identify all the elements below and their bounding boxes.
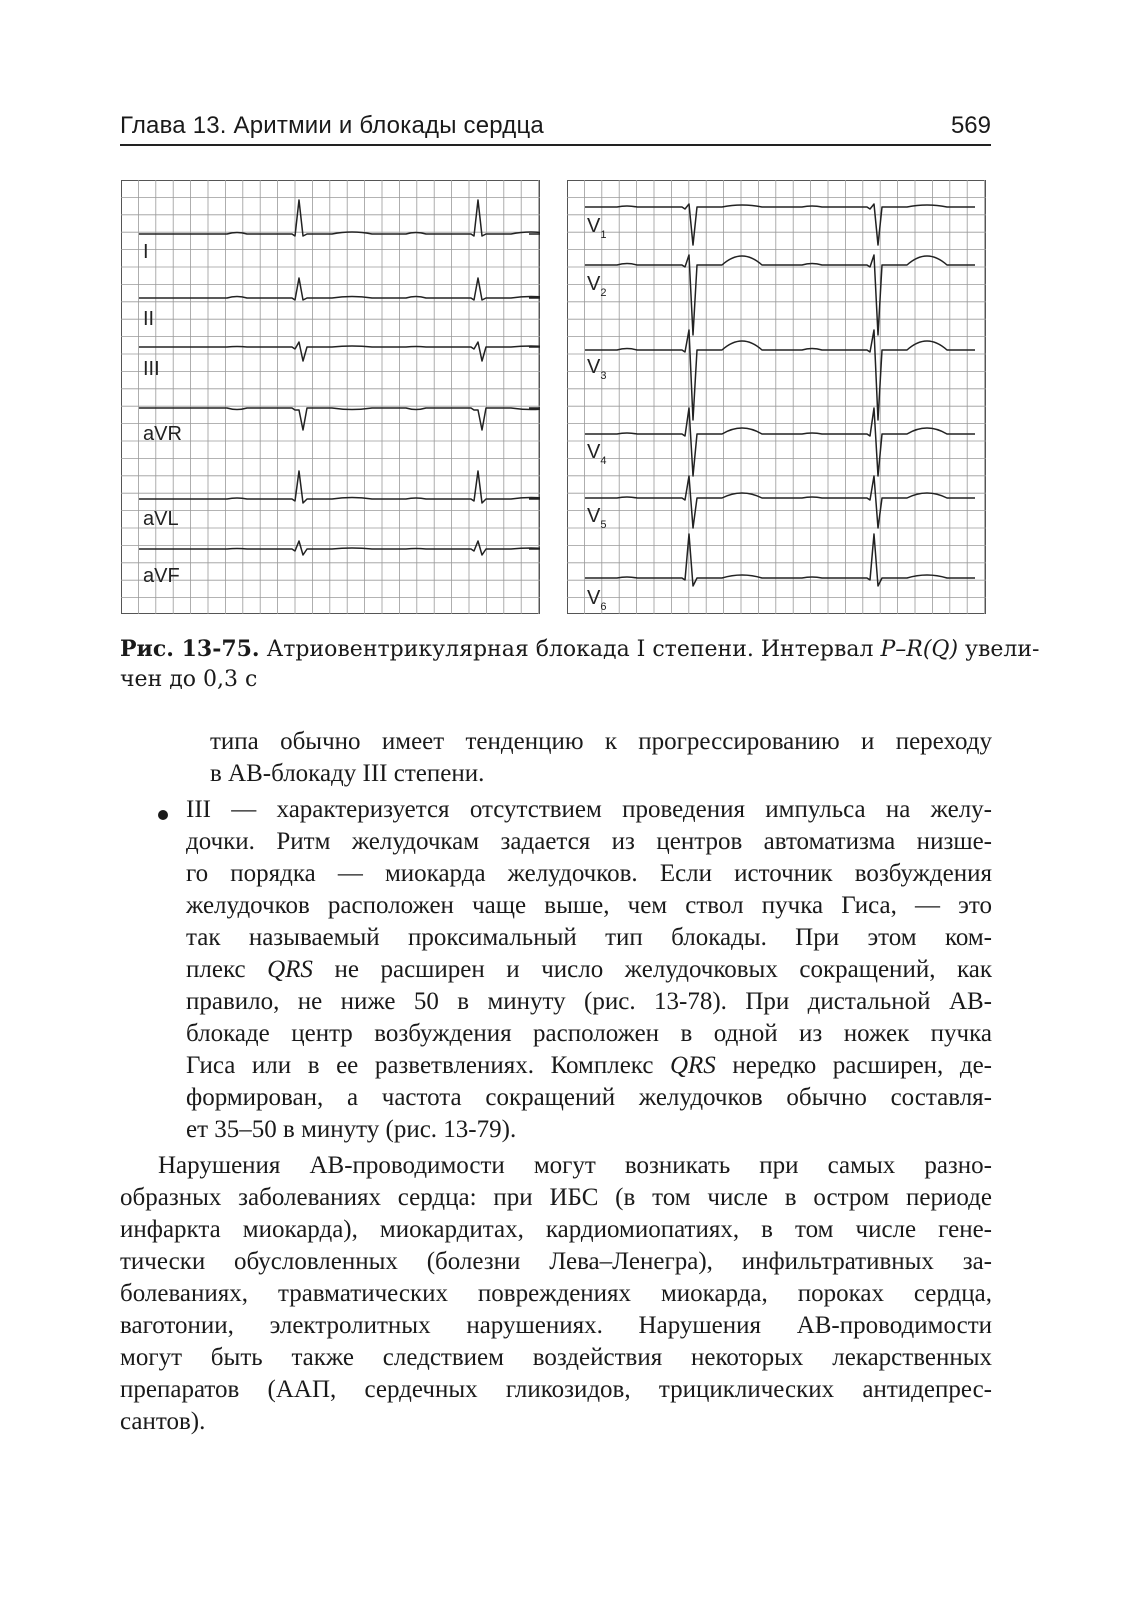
ecg-chest-leads-graph [567,180,986,614]
qrs-term: QRS [669,1052,716,1079]
limb-trace-3 [139,342,540,361]
lead-label-i: I [143,241,149,263]
text-line: го порядка — миокарда желудочков. Если источник возбуждения [186,860,992,887]
continuation-paragraph [210,726,992,790]
ecg-lead-labels [587,215,606,613]
limb-trace-2 [139,278,540,300]
lead-label-iii: III [143,358,160,380]
text-line: формирован, а частота сокращений желудочков обычно составля- [186,1084,992,1111]
ecg-limb-leads-graph [121,180,540,614]
text-line: желудочков расположен чаще выше, чем ствол пучка Гиса, — это [186,892,992,919]
text-line: III — характеризуется отсутствием проведения импульса на желу- [186,796,992,823]
text-line: правило, не ниже 50 в минуту (рис. 13-78). При дистальной АВ- [186,988,992,1015]
chest-trace-5 [585,476,975,528]
chest-trace-1 [585,204,975,245]
text-line: в АВ-блокаду III степени. [210,760,485,787]
lead-label-v3: $V_3$ [587,356,607,382]
text-line: могут быть также следствием воздействия некоторых лекарственных [120,1344,992,1371]
text-line: Нарушения АВ-проводимости могут возникать при самых разно- [158,1152,992,1179]
text-line: тически обусловленных (болезни Лева–Ленегра), инфильтративных за- [120,1248,992,1275]
caption-text-end: увели- [958,637,1040,662]
lead-label-v4: $V_4$ [587,441,607,467]
caption-text: Атриовентрикулярная блокада I степени. Интервал [259,637,881,662]
lead-label-v2: $V_2$ [587,273,607,299]
chapter-title: Глава 13. Аритмии и блокады сердца [120,112,544,139]
chest-trace-4 [585,408,975,476]
lead-label-v1: $V_1$ [587,215,607,241]
lead-label-avf: aVF [143,565,180,587]
main-paragraph [120,1150,992,1438]
text-line: дочки. Ритм желудочкам задается из центров автоматизма низше- [186,828,992,855]
limb-trace-6 [139,541,540,555]
text-line: плекс QRS не расширен и число желудочковых сокращений, как [186,956,992,983]
text-line: ваготонии, электролитных нарушениях. Нарушения АВ-проводимости [120,1312,992,1339]
page-number: 569 [950,112,991,139]
lead-label-v6: $V_6$ [587,587,607,613]
bullet-marker [158,810,168,820]
ecg-lead-labels [143,241,182,587]
figure-label: Рис. 13-75. [120,636,260,662]
ecg-traces [585,204,975,586]
chest-trace-6 [585,534,975,586]
text-line: Гиса или в ее разветвлениях. Комплекс QRS нередко расширен, де- [186,1052,992,1079]
lead-label-avr: aVR [143,423,182,445]
lead-label-v5: $V_5$ [587,505,607,531]
text-line: образных заболеваниях сердца: при ИБС (в том числе в остром периоде [120,1184,992,1211]
text-line: блокаде центр возбуждения расположен в одной из ножек пучка [186,1020,992,1047]
text-line: инфаркта миокарда), миокардитах, кардиомиопатиях, в том числе гене- [120,1216,992,1243]
text-line: сантов). [120,1408,206,1435]
ecg-chest-leads-panel [567,180,986,614]
text-line: ет 35–50 в минуту (рис. 13-79). [186,1116,517,1143]
running-header [120,108,991,146]
ecg-grid [567,180,986,614]
ecg-limb-leads-panel [121,180,540,614]
caption-interval: P–R(Q) [880,637,959,662]
caption-line-2: чен до 0,3 с [120,667,258,692]
limb-trace-4 [139,408,540,430]
limb-trace-1 [139,200,540,236]
text-line: болеваниях, травматических повреждениях миокарда, пороках сердца, [120,1280,992,1307]
ecg-traces [139,200,540,555]
figure-caption [120,634,1040,695]
text-line: типа обычно имеет тенденцию к прогрессированию и переходу [210,728,992,755]
text-line: так называемый проксимальный тип блокады. При этом ком- [186,924,992,951]
caption-line-1 [120,634,1040,665]
bullet-item-iii [186,794,992,1146]
lead-label-avl: aVL [143,508,179,530]
text-line: препаратов (ААП, сердечных гликозидов, трициклических антидепрес- [120,1376,992,1403]
lead-label-ii: II [143,308,155,330]
qrs-term: QRS [267,956,313,983]
